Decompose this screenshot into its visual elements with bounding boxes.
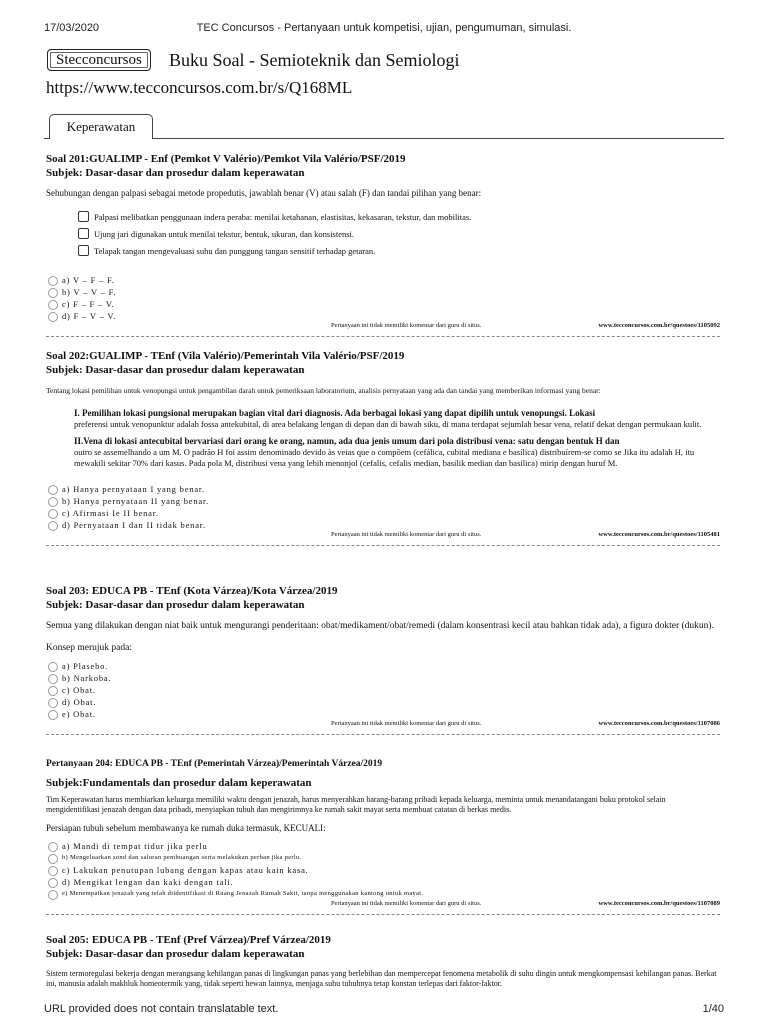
question-separator [46,734,720,735]
source-url[interactable]: https://www.tecconcursos.com.br/s/Q168ML [46,78,353,97]
answer-option[interactable]: e) Menempatkan jenazah yang telah diidentifikasi di Ruang Jenazah Rumah Sakit, tanpa menggunakan kantong untuk mayat. [46,888,720,900]
question-link[interactable]: www.tecconcursos.com.br/questoes/1105481 [598,531,720,538]
answer-option[interactable]: a) Hanya pernyataan I yang benar. [46,483,720,495]
statement-item[interactable]: Telapak tangan mengevaluasi suhu dan punggung tangan sensitif terhadap getaran. [46,243,720,260]
answer-option[interactable]: b) Narkoba. [46,672,720,684]
comment-note: Pertanyaan ini tidak memiliki komentar dari guru di situs. [331,720,482,727]
question-prompt: Konsep merujuk pada: [46,643,133,653]
radio-icon[interactable] [48,662,58,672]
radio-icon[interactable] [48,276,58,286]
question-subject: Subjek: Dasar-dasar dan prosedur dalam keperawatan [46,167,305,179]
statement-2: II.Vena di lokasi antecubital bervariasi dari orang ke orang, namun, ada dua jenis umum dari pola distribusi vena: satu dengan bentuk H dan outro se assemelhando a um M. O padrão H foi assim denominado devido às veias que o compõem (cefálica, cubital mediana e basílica) distribuírem-se como se Jika itu adalah H, itu mewakili sekitar 70% dari kasus. Pada pola M, distribusi vena yang lebih menonjol (cefalis, cefalis median, basilik median dan basilica) mirip dengan huruf M. [74,436,695,468]
question-title: Soal 203: EDUCA PB - TEnf (Kota Várzea)/Kota Várzea/2019 [46,585,338,597]
tab-keperawatan[interactable]: Keperawatan [49,114,153,139]
radio-icon[interactable] [48,497,58,507]
answer-option[interactable]: a) Mandi di tempat tidur jika perlu [46,840,720,852]
question-subject: Subjek: Dasar-dasar dan prosedur dalam keperawatan [46,599,305,611]
question-intro: Semua yang dilakukan dengan niat baik untuk mengurangi penderitaan: obat/medikament/obat/remedi (dalam konsentrasi kecil atau bahkan tidak ada), a figura dokter (dukun). [46,621,714,631]
answer-option[interactable]: b) V – V – F. [46,286,720,298]
question-subject: Subjek:Fundamentals dan prosedur dalam keperawatan [46,777,312,789]
radio-icon[interactable] [48,866,58,876]
radio-icon[interactable] [48,509,58,519]
question-title: Soal 205: EDUCA PB - TEnf (Pref Várzea)/Pref Várzea/2019 [46,934,331,946]
question-link[interactable]: www.tecconcursos.com.br/questoes/1107086 [598,720,720,727]
question-201 [46,153,720,337]
comment-note: Pertanyaan ini tidak memiliki komentar dari guru di situs. [331,900,482,907]
print-footer [44,1003,724,1015]
question-intro: Sistem termoregulasi bekerja dengan merangsang kehilangan panas di lingkungan panas yang berlebihan dan mempercepat fenomena metabolik di suhu dingin untuk mengkompensasi kehilangan panas. Berkat ini, manusia adalah makhluk homeotermik yang, tidak seperti hewan lainnya, menjaga suhu tubuhnya tetap konstan terlepas dari faktor-faktor. [46,969,717,988]
radio-icon[interactable] [48,854,58,864]
statement-item[interactable]: Palpasi melibatkan penggunaan indera peraba: menilai ketahanan, elastisitas, kekasaran, tekstur, dan mobilitas. [46,209,720,226]
comment-note: Pertanyaan ini tidak memiliki komentar dari guru di situs. [331,322,482,329]
question-title: Pertanyaan 204: EDUCA PB - TEnf (Pemerintah Várzea)/Pemerintah Várzea/2019 [46,759,383,769]
question-link[interactable]: www.tecconcursos.com.br/questoes/1107089 [598,900,720,907]
statement-item[interactable]: Ujung jari digunakan untuk menilai tekstur, bentuk, ukuran, dan konsistensi. [46,226,720,243]
answer-option[interactable]: d) Obat. [46,696,720,708]
question-subject: Subjek: Dasar-dasar dan prosedur dalam keperawatan [46,364,305,376]
question-intro: Sehubungan dengan palpasi sebagai metode propedutis, jawablah benar (V) atau salah (F) dan tandai pilihan yang benar: [46,188,482,198]
answer-option[interactable]: a) V – F – F. [46,274,720,286]
question-204 [46,759,720,915]
answer-option[interactable]: c) F – F – V. [46,298,720,310]
checkbox-icon[interactable] [78,245,89,256]
question-footer [46,322,720,334]
print-page-title: TEC Concursos - Pertanyaan untuk kompetisi, ujian, pengumuman, simulasi. [196,22,572,34]
answer-option[interactable]: d) Pernyataan I dan II tidak benar. [46,519,720,531]
radio-icon[interactable] [48,842,58,852]
answer-option[interactable]: b) Hanya pernyataan II yang benar. [46,495,720,507]
question-title: Soal 202:GUALIMP - TEnf (Vila Valério)/Pemerintah Vila Valério/PSF/2019 [46,350,405,362]
radio-icon[interactable] [48,890,58,900]
question-footer [46,720,720,732]
question-intro: Tim Keperawatan harus membiarkan keluarga memiliki waktu dengan jenazah, harus menyerahkan barang-barang pribadi kepada keluarga, meminta untuk menandatangani buku protokol selain mengidentifikasi jenazah dengan data pribadi, menyiapkan tubuh dan mengirimnya ke rumah sakit mayat serta membuat catatan di berkas medis. [46,795,666,814]
question-intro: Tentang lokasi pemilihan untuk venopungsi untuk pengambilan darah untuk pemeriksaan laboratorium, analisis pernyataan yang ada dan tandai yang memberikan informasi yang benar: [46,386,601,395]
answer-option[interactable]: c) Afirmasi Ie II benar. [46,507,720,519]
radio-icon[interactable] [48,878,58,888]
translation-notice: URL provided does not contain translatable text. [44,1003,279,1015]
question-separator [46,336,720,337]
answer-option[interactable]: a) Plasebo. [46,660,720,672]
brand-logo[interactable]: Stecconcursos [47,49,151,71]
radio-icon[interactable] [48,710,58,720]
question-footer [46,900,720,912]
question-separator [46,545,720,546]
question-prompt: Persiapan tubuh sebelum membawanya ke rumah duka termasuk, KECUALI: [46,823,326,833]
page-number: 1/40 [702,1003,724,1015]
radio-icon[interactable] [48,485,58,495]
comment-note: Pertanyaan ini tidak memiliki komentar dari guru di situs. [331,531,482,538]
question-footer [46,531,720,543]
radio-icon[interactable] [48,698,58,708]
answer-option[interactable]: e) Obat. [46,708,720,720]
question-separator [46,914,720,915]
question-title: Soal 201:GUALIMP - Enf (Pemkot V Valério)/Pemkot Vila Valério/PSF/2019 [46,153,406,165]
question-subject: Subjek: Dasar-dasar dan prosedur dalam keperawatan [46,948,305,960]
question-203 [46,585,720,735]
radio-icon[interactable] [48,674,58,684]
answer-option[interactable]: d) F – V – V. [46,310,720,322]
answer-option[interactable]: b) Mengeluarkan sond dan saluran pembuangan serta melakukan perban jika perlu. [46,852,720,864]
radio-icon[interactable] [48,521,58,531]
book-title: Buku Soal - Semioteknik dan Semiologi [169,50,460,70]
radio-icon[interactable] [48,300,58,310]
checkbox-icon[interactable] [78,228,89,239]
print-date: 17/03/2020 [44,22,100,34]
radio-icon[interactable] [48,288,58,298]
radio-icon[interactable] [48,312,58,322]
checkbox-icon[interactable] [78,211,89,222]
answer-option[interactable]: c) Obat. [46,684,720,696]
answer-option[interactable]: d) Mengikat lengan dan kaki dengan tali. [46,876,720,888]
question-link[interactable]: www.tecconcursos.com.br/questoes/1105092 [598,322,720,329]
answer-option[interactable]: c) Lakukan penutupan lubang dengan kapas atau kain kasa. [46,864,720,876]
radio-icon[interactable] [48,686,58,696]
question-205 [46,934,720,995]
statement-1: I. Pemilihan lokasi pungsional merupakan bagian vital dari diagnosis. Ada berbagai lokasi yang dapat dipilih untuk venopungsi. Lokasi preferensi untuk venopunktur adalah fossa antekubital, di area belakang lengan di depan dan di bawah siku, di mana terdapat sejumlah besar vena, relatif dekat dengan permukaan kulit. [74,408,702,429]
question-202 [46,350,720,546]
